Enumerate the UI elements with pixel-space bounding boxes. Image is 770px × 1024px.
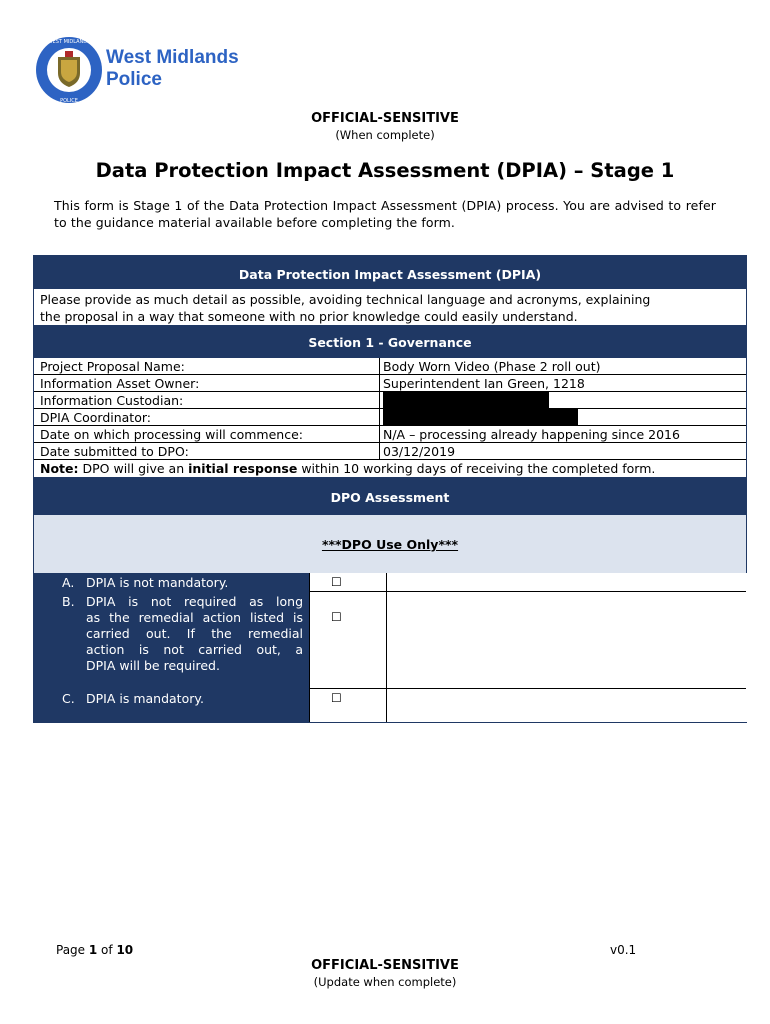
page-prefix: Page [56,943,89,957]
footer-classification-note: (Update when complete) [313,975,457,989]
west-midlands-police-crest-logo [34,35,104,105]
row-divider [309,591,746,592]
value-date-submitted-to-dpo: 03/12/2019 [383,444,456,459]
dpo-response-note [40,460,655,477]
note-label: Note: [40,461,79,476]
page-current: 1 [88,943,98,957]
svg-text:POLICE: POLICE [60,98,78,104]
intro-paragraph: This form is Stage 1 of the Data Protection Impact Assessment (DPIA) process. You are advised to refer to the guidance material available before completing the form. [54,198,716,230]
redacted-dpia-coordinator [383,409,578,425]
option-c-letter: C. [62,691,75,706]
label-dpia-coordinator: DPIA Coordinator: [40,410,151,425]
label-information-custodian: Information Custodian: [40,393,184,408]
form-heading: Data Protection Impact Assessment (DPIA) [34,256,746,289]
dpo-options [34,573,746,722]
option-c-text: DPIA is mandatory. [86,691,204,706]
page-number [56,943,133,957]
value-information-asset-owner: Superintendent Ian Green, 1218 [383,376,585,391]
value-processing-commence-date: N/A – processing already happening since 2016 [383,427,680,442]
option-c-checkbox[interactable]: ☐ [331,691,342,705]
dpo-use-only-label: ***DPO Use Only*** [321,537,459,552]
option-b-letter: B. [62,594,75,609]
option-b-line1: DPIA is not required as long [86,594,303,609]
page-of: of [97,943,117,957]
value-project-proposal-name: Body Worn Video (Phase 2 roll out) [383,359,601,374]
label-project-proposal-name: Project Proposal Name: [40,359,185,374]
label-processing-commence-date: Date on which processing will commence: [40,427,303,442]
option-b [62,594,304,673]
option-b-line4: action is not carried out, a [86,642,303,657]
document-version: v0.1 [610,943,637,957]
option-a-text: DPIA is not mandatory. [86,575,229,590]
option-a-checkbox[interactable]: ☐ [331,575,342,589]
document-title: Data Protection Impact Assessment (DPIA) – Stage 1 [95,159,675,182]
svg-text:WEST MIDLANDS: WEST MIDLANDS [47,39,91,45]
dpo-assessment-heading: DPO Assessment [34,477,746,515]
instruction-line2: the proposal in a way that someone with no prior knowledge could easily understand. [40,309,578,324]
header-classification: OFFICIAL-SENSITIVE [311,111,459,126]
org-name-line1: West Midlands [106,47,239,68]
instruction-line1: Please provide as much detail as possible, avoiding technical language and acronyms, explaining [40,292,651,307]
note-text-a: DPO will give an [78,461,189,476]
section1-heading: Section 1 - Governance [34,325,746,358]
option-a-letter: A. [62,575,75,590]
row-divider [309,688,746,689]
page-total: 10 [116,943,134,957]
option-b-checkbox[interactable]: ☐ [331,610,342,624]
option-c [62,691,204,707]
label-information-asset-owner: Information Asset Owner: [40,376,200,391]
option-b-line5: DPIA will be required. [86,658,220,673]
redacted-information-custodian [383,392,549,408]
dpo-use-only-panel [34,515,746,573]
option-a [62,575,229,591]
footer-classification: OFFICIAL-SENSITIVE [311,958,459,973]
note-text-b: within 10 working days of receiving the completed form. [297,461,656,476]
option-b-line3: carried out. If the remedial [86,626,303,641]
header-classification-note: (When complete) [335,128,435,142]
checkbox-column [309,573,387,722]
note-bold: initial response [188,461,298,476]
option-b-line2: as the remedial action listed is [86,610,303,625]
dpia-form [33,255,747,723]
comments-column [386,573,748,722]
label-date-submitted-to-dpo: Date submitted to DPO: [40,444,189,459]
org-name [106,47,239,91]
org-name-line2: Police [106,69,162,90]
